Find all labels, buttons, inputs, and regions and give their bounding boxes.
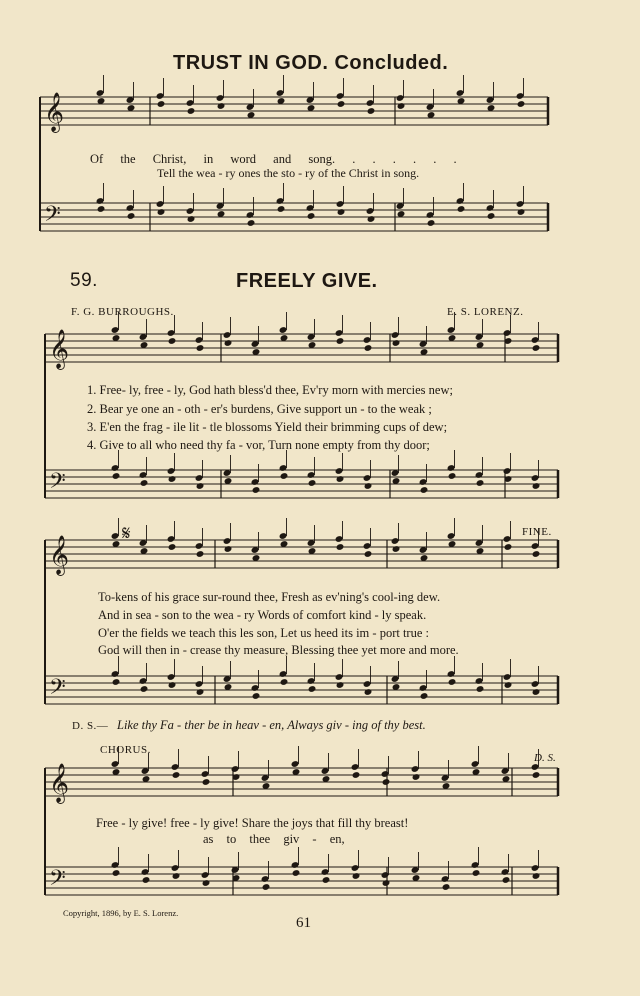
freely-3-bass-note (141, 868, 150, 876)
verse-4-line-a: 4. Give to all who need thy fa - vor, Turn none empty from thy door; (87, 438, 430, 452)
trust-treble-note (156, 92, 165, 100)
verse-2-line-b: And in sea - son to the wea - ry Words of comfort kind - ly speak. (98, 608, 427, 622)
freely-2-bass-note (503, 673, 512, 681)
freely-3-treble-note (352, 771, 361, 779)
trust-bass-note (127, 212, 136, 220)
freely-1-bass-note (251, 478, 260, 486)
freely-3-treble-clef: 𝄞 (49, 763, 70, 803)
freely-2-bass-note (140, 685, 149, 693)
freely-3-bass-note (291, 861, 300, 869)
freely-1-bass-note (279, 464, 288, 472)
freely-2-treble-note (392, 545, 401, 553)
freely-1-bass-note (252, 486, 261, 494)
ds-prefix: D. S.— (72, 720, 109, 732)
freely-2-bass-note (475, 677, 484, 685)
trust-treble-note (366, 99, 375, 107)
freely-2-treble-note (167, 535, 176, 543)
verse-4-line-b: God will then in - crease thy measure, Blessing thee yet more and more. (98, 643, 459, 657)
freely-1-treble-note (391, 331, 400, 339)
freely-2-bass-note (308, 685, 317, 693)
trust-bass-note (277, 205, 286, 213)
verse-2-line-a: 2. Bear ye one an - oth - er's burdens, Give support un - to the weak ; (87, 402, 432, 416)
freely-1-bass-note (307, 471, 316, 479)
freely-1-treble-note (279, 326, 288, 334)
trust-bass-note (366, 207, 375, 215)
segno-sign: 𝄋 (122, 521, 131, 545)
freely-3-treble-note (111, 760, 120, 768)
freely-1-treble-note (363, 336, 372, 344)
freely-3-bass-note (441, 875, 450, 883)
freely-1-bass-note (476, 479, 485, 487)
trust-treble-note (186, 99, 195, 107)
freely-1-treble-note (195, 336, 204, 344)
freely-3-bass-note (382, 879, 391, 887)
composer-credit: E. S. LORENZ. (447, 306, 524, 318)
trust-bass-note (516, 200, 525, 208)
trust-treble-note (187, 107, 196, 115)
freely-1-bass-note (336, 475, 345, 483)
trust-treble-note (516, 92, 525, 100)
freely-1-treble-note (167, 329, 176, 337)
freely-3-bass-note (472, 869, 481, 877)
trust-bass-note (486, 204, 495, 212)
freely-1-bass-note (195, 474, 204, 482)
freely-3-bass-note (111, 861, 120, 869)
freely-2-bass-note (196, 688, 205, 696)
fine-mark: FINE. (522, 526, 552, 538)
freely-1-treble-note (196, 344, 205, 352)
trust-lyric-1: Of the Christ, in word and song. . . . . . . (90, 152, 457, 166)
freely-2-treble-note (363, 542, 372, 550)
trust-bass-note (97, 205, 106, 213)
trust-bass-note (426, 211, 435, 219)
freely-3-treble-note (412, 773, 421, 781)
freely-2-treble-note (503, 535, 512, 543)
freely-2-bass-note (111, 670, 120, 678)
freely-1-bass-note (280, 472, 289, 480)
freely-1-bass-note (139, 471, 148, 479)
freely-3-treble-note (381, 770, 390, 778)
freely-3-bass-note (322, 876, 331, 884)
trust-bass-note (156, 200, 165, 208)
freely-2-bass-note (504, 681, 513, 689)
freely-3-treble-note (351, 763, 360, 771)
freely-2-treble-note (335, 535, 344, 543)
trust-treble-note (157, 100, 166, 108)
chorus-lyric-1: Free - ly give! free - ly give! Share the joys that fill thy breast! (96, 816, 409, 830)
trust-treble-note (276, 89, 285, 97)
freely-1-bass-note (111, 464, 120, 472)
freely-2-bass-clef: 𝄢 (49, 675, 66, 705)
trust-treble-note (337, 100, 346, 108)
trust-bass-note (247, 219, 256, 227)
freely-3-bass-note (112, 869, 121, 877)
freely-2-bass-note (307, 677, 316, 685)
freely-3-bass-note (262, 883, 271, 891)
freely-2-treble-clef: 𝄞 (49, 535, 70, 575)
freely-1-bass-note (364, 482, 373, 490)
trust-title: TRUST IN GOD. Concluded. (173, 52, 449, 74)
verse-3-line-a: 3. E'en the frag - ile lit - tle blossoms Yield their brimming cups of dew; (87, 420, 448, 434)
freely-2-bass-note (252, 692, 261, 700)
freely-3-treble-note (291, 760, 300, 768)
freely-1-bass-note (335, 467, 344, 475)
trust-bass-note (276, 197, 285, 205)
chorus-label: CHORUS. (100, 744, 151, 756)
freely-1-treble-note (224, 339, 233, 347)
trust-treble-note (367, 107, 376, 115)
freely-2-bass-note (363, 680, 372, 688)
freely-2-treble-note (168, 543, 177, 551)
freely-3-treble-note (471, 760, 480, 768)
chorus-lyric-2: as to thee giv - en, (203, 832, 345, 846)
hymn-number: 59. (70, 270, 98, 291)
freely-3-bass-note (532, 872, 541, 880)
trust-bass-clef: 𝄢 (44, 202, 61, 232)
page-number: 61 (296, 915, 311, 931)
freely-2-bass-note (167, 673, 176, 681)
trust-treble-note (217, 102, 226, 110)
freely-1-bass-note (168, 475, 177, 483)
freely-2-treble-note (532, 550, 541, 558)
freely-2-bass-note (335, 673, 344, 681)
trust-bass-note (157, 208, 166, 216)
freely-3-bass-note (352, 872, 361, 880)
freely-1-bass-note (447, 464, 456, 472)
freely-3-bass-note (351, 864, 360, 872)
verse-3-line-b: O'er the fields we teach this les son, Let us heed its im - port true : (98, 626, 429, 640)
freely-1-bass-note (475, 471, 484, 479)
freely-1-bass-note (112, 472, 121, 480)
freely-3-bass-note (502, 876, 511, 884)
freely-2-treble-note (195, 542, 204, 550)
freely-2-bass-note (364, 688, 373, 696)
freely-1-bass-note (532, 482, 541, 490)
freely-1-bass-note (420, 486, 429, 494)
freely-2-bass-note (280, 678, 289, 686)
freely-2-bass-note (279, 670, 288, 678)
freely-3-bass-note (381, 871, 390, 879)
freely-title: FREELY GIVE. (236, 270, 378, 292)
freely-2-bass-note (420, 692, 429, 700)
trust-bass-note (306, 204, 315, 212)
freely-3-bass-note (531, 864, 540, 872)
freely-3-bass-clef: 𝄢 (49, 866, 66, 896)
ds-lyric: Like thy Fa - ther be in heav - en, Always giv - ing of thy best. (117, 718, 426, 732)
freely-1-treble-note (111, 326, 120, 334)
freely-3-bass-note (171, 864, 180, 872)
trust-treble-note (96, 89, 105, 97)
freely-2-bass-note (195, 680, 204, 688)
freely-1-bass-note (419, 478, 428, 486)
freely-2-bass-note (112, 678, 121, 686)
freely-2-treble-note (196, 550, 205, 558)
trust-bass-note (187, 215, 196, 223)
freely-1-bass-note (196, 482, 205, 490)
freely-2-bass-note (251, 684, 260, 692)
trust-treble-note (456, 89, 465, 97)
trust-treble-note (397, 102, 406, 110)
trust-bass-note (337, 208, 346, 216)
freely-1-treble-note (531, 336, 540, 344)
freely-2-treble-note (391, 537, 400, 545)
freely-2-treble-note (223, 537, 232, 545)
freely-3-bass-note (201, 871, 210, 879)
freely-1-bass-clef: 𝄢 (49, 469, 66, 499)
trust-bass-note (517, 208, 526, 216)
trust-treble-note (396, 94, 405, 102)
freely-2-bass-note (532, 688, 541, 696)
freely-2-bass-note (476, 685, 485, 693)
freely-1-treble-note (364, 344, 373, 352)
freely-2-treble-note (111, 532, 120, 540)
trust-bass-note (246, 211, 255, 219)
freely-3-bass-note (501, 868, 510, 876)
freely-2-treble-note (447, 532, 456, 540)
freely-3-bass-note (292, 869, 301, 877)
trust-treble-clef: 𝄞 (44, 92, 65, 132)
freely-1-treble-note (392, 339, 401, 347)
trust-treble-note (216, 94, 225, 102)
freely-2-treble-note (531, 542, 540, 550)
freely-3-bass-note (142, 876, 151, 884)
freely-3-bass-note (172, 872, 181, 880)
trust-bass-note (487, 212, 496, 220)
copyright-notice: Copyright, 1896, by E. S. Lorenz. (63, 908, 179, 918)
freely-3-bass-note (202, 879, 211, 887)
lyricist-credit: F. G. BURROUGHS. (71, 306, 174, 318)
freely-2-treble-note (364, 550, 373, 558)
freely-2-treble-note (504, 543, 513, 551)
freely-3-treble-note (171, 763, 180, 771)
freely-1-treble-clef: 𝄞 (49, 329, 70, 369)
freely-1-treble-note (335, 329, 344, 337)
freely-3-treble-note (231, 765, 240, 773)
freely-3-treble-note (532, 771, 541, 779)
freely-1-treble-note (503, 329, 512, 337)
freely-3-bass-note (261, 875, 270, 883)
freely-2-treble-note (279, 532, 288, 540)
trust-bass-note (367, 215, 376, 223)
freely-1-bass-note (531, 474, 540, 482)
trust-bass-note (186, 207, 195, 215)
freely-1-bass-note (448, 472, 457, 480)
freely-1-treble-note (336, 337, 345, 345)
freely-3-treble-note (411, 765, 420, 773)
trust-treble-note (336, 92, 345, 100)
freely-2-bass-note (336, 681, 345, 689)
freely-1-bass-note (140, 479, 149, 487)
freely-3-bass-note (321, 868, 330, 876)
trust-bass-note (457, 205, 466, 213)
freely-1-bass-note (167, 467, 176, 475)
ds-mark: D. S. (534, 752, 556, 764)
freely-1-bass-note (363, 474, 372, 482)
freely-3-treble-note (382, 778, 391, 786)
freely-2-treble-note (336, 543, 345, 551)
trust-lyric-2: Tell the wea - ry ones the sto - ry of the Christ in song. (157, 166, 420, 180)
freely-3-bass-note (471, 861, 480, 869)
trust-bass-note (126, 204, 135, 212)
freely-2-bass-note (419, 684, 428, 692)
trust-bass-note (336, 200, 345, 208)
verse-1-line-a: 1. Free- ly, free - ly, God hath bless'd thee, Ev'ry morn with mercies new; (87, 383, 453, 397)
freely-2-bass-note (531, 680, 540, 688)
trust-treble-note (517, 100, 526, 108)
freely-3-treble-note (531, 763, 540, 771)
verse-1-line-b: To-kens of his grace sur-round thee, Fresh as ev'ning's cool-ing dew. (98, 590, 441, 604)
freely-3-treble-note (202, 778, 211, 786)
freely-2-treble-note (224, 545, 233, 553)
freely-3-treble-note (201, 770, 210, 778)
freely-1-treble-note (447, 326, 456, 334)
trust-bass-note (456, 197, 465, 205)
freely-2-bass-note (139, 677, 148, 685)
freely-1-bass-note (503, 467, 512, 475)
freely-1-treble-note (532, 344, 541, 352)
trust-bass-note (96, 197, 105, 205)
freely-3-bass-note (442, 883, 451, 891)
freely-1-treble-note (223, 331, 232, 339)
freely-1-bass-note (308, 479, 317, 487)
freely-2-bass-note (448, 678, 457, 686)
trust-bass-note (307, 212, 316, 220)
freely-3-treble-note (172, 771, 181, 779)
freely-2-bass-note (447, 670, 456, 678)
trust-bass-note (427, 219, 436, 227)
freely-1-treble-note (168, 337, 177, 345)
freely-2-bass-note (168, 681, 177, 689)
